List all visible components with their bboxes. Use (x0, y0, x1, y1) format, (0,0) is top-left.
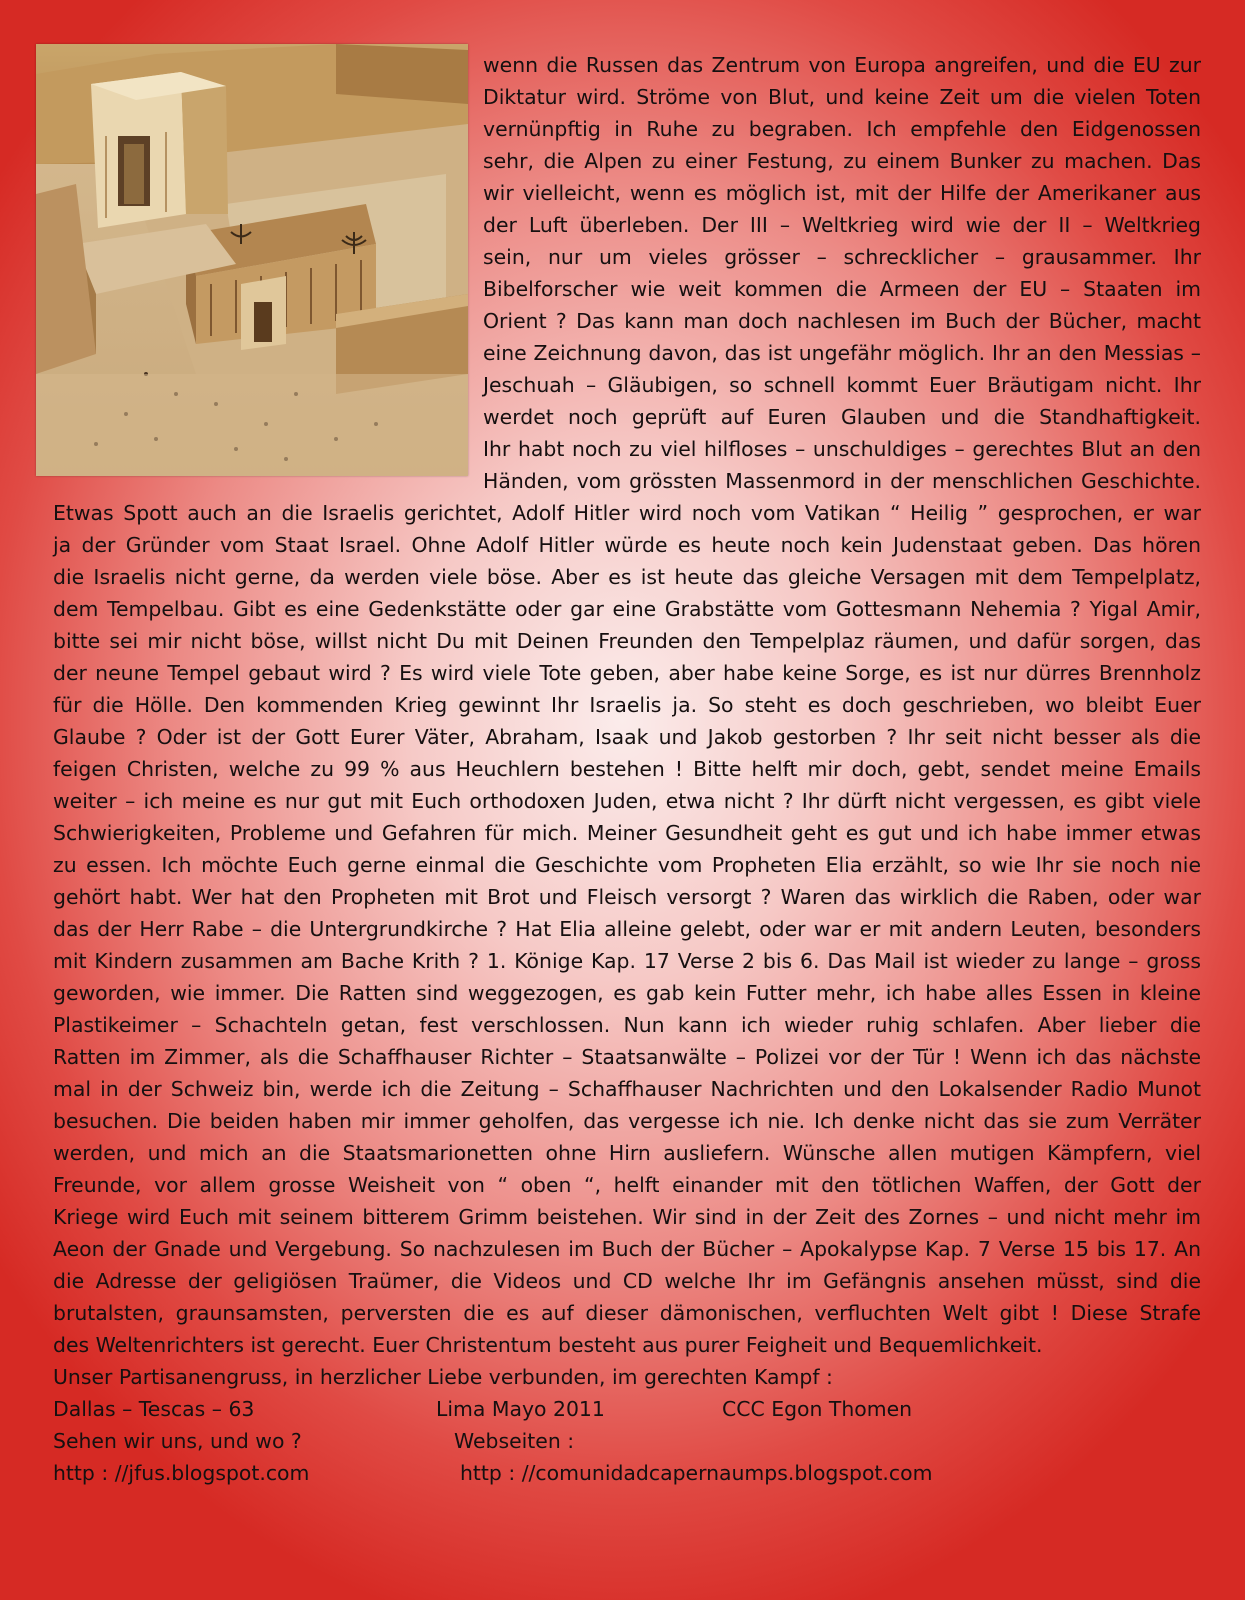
text-line: geworden, wie immer. Die Ratten sind weggezogen, es gab kein Futter mehr, ich habe alles Essen in kleine (53, 981, 1201, 1005)
text-line: dem Tempelbau. Gibt es eine Gedenkstätte oder gar eine Grabstätte vom Gottesmann Nehemia ? Yigal Amir, (53, 597, 1201, 621)
place-date: Lima Mayo 2011 (436, 1397, 605, 1421)
text-line: werdet noch geprüft auf Euren Glauben und die Standhaftigkeit. (483, 405, 1201, 429)
text-line: eine Zeichnung davon, das ist ungefähr möglich. Ihr an den Messias – (483, 341, 1201, 365)
text-line: wir vielleicht, wenn es möglich ist, mit der Hilfe der Amerikaner aus (483, 181, 1201, 205)
text-line: weiter – ich meine es nur gut mit Euch orthodoxen Juden, etwa nicht ? Ihr dürft nicht vergessen, es gibt viele (53, 789, 1201, 813)
text-line: Freunde, vor allem grosse Weisheit von “ oben “, helft einander mit den tötlichen Waffen, der Gott der (53, 1173, 1201, 1197)
text-line: sein, nur um vieles grösser – schrecklicher – grausammer. Ihr (483, 245, 1201, 269)
text-line: der neune Tempel gebaut wird ? Es wird viele Tote geben, aber habe keine Sorge, es ist nur dürres Brennholz (53, 661, 1201, 685)
text-line: ja der Gründer vom Staat Israel. Ohne Adolf Hitler würde es heute noch kein Judenstaat geben. Das hören (53, 533, 1201, 557)
text-line: Ratten im Zimmer, als die Schaffhauser Richter – Staatsanwälte – Polizei vor der Tür ! Wenn ich das nächste (53, 1045, 1201, 1069)
text-line: feigen Christen, welche zu 99 % aus Heuchlern bestehen ! Bitte helft mir doch, gebt, sendet meine Emails (53, 757, 1201, 781)
text-line: gehört habt. Wer hat den Propheten mit Brot und Fleisch versorgt ? Waren das wirklich die Raben, oder war (53, 885, 1201, 909)
url-link-left[interactable]: http : //jfus.blogspot.com (53, 1461, 310, 1485)
text-line: mit Kindern zusammen am Bache Krith ? 1. Könige Kap. 17 Verse 2 bis 6. Das Mail ist wieder zu lange – gross (53, 949, 1201, 973)
text-line: Händen, vom grössten Massenmord in der menschlichen Geschichte. (483, 469, 1201, 493)
text-line: vernünpftig in Ruhe zu begraben. Ich empfehle den Eidgenossen (483, 117, 1201, 141)
text-line: Glaube ? Oder ist der Gott Eurer Väter, Abraham, Isaak und Jakob gestorben ? Ihr seit nicht besser als die (53, 725, 1201, 749)
text-line: die Israelis nicht gerne, da werden viele böse. Aber es ist heute das gleiche Versagen mit dem Tempelplatz, (53, 565, 1201, 589)
text-line: mal in der Schweiz bin, werde ich die Zeitung – Schaffhauser Nachrichten und den Lokalsender Radio Munot (53, 1077, 1201, 1101)
closing-greeting: Unser Partisanengruss, in herzlicher Liebe verbunden, im gerechten Kampf : (53, 1365, 833, 1389)
text-line: die Adresse der geligiösen Traümer, die Videos und CD welche Ihr im Gefängnis ansehen müsst, sind die (53, 1269, 1201, 1293)
text-line: für die Hölle. Den kommenden Krieg gewinnt Ihr Israelis ja. So steht es doch geschrieben, wo bleibt Euer (53, 693, 1201, 717)
text-line: Ihr habt noch zu viel hilfloses – unschuldiges – gerechtes Blut an den (483, 437, 1201, 461)
text-line: besuchen. Die beiden haben mir immer geholfen, das vergesse ich nie. Ich denke nicht das sie zum Verräter (53, 1109, 1201, 1133)
text-line-last: des Weltenrichters ist gerecht. Euer Christentum besteht aus purer Feigheit und Bequemlichkeit. (53, 1333, 1043, 1357)
text-line: bitte sei mir nicht böse, willst nicht Du mit Deinen Freunden den Tempelplaz räumen, und dafür sorgen, das (53, 629, 1201, 653)
meeting-question: Sehen wir uns, und wo ? (53, 1429, 302, 1453)
text-line: Orient ? Das kann man doch nachlesen im Buch der Bücher, macht (483, 309, 1201, 333)
text-line: wenn die Russen das Zentrum von Europa angreifen, und die EU zur (483, 53, 1201, 77)
signature: CCC Egon Thomen (722, 1397, 913, 1421)
text-line: Schwierigkeiten, Probleme und Gefahren für mich. Meiner Gesundheit geht es gut und ich habe immer etwas (53, 821, 1201, 845)
text-line: Plastikeimer – Schachteln getan, fest verschlossen. Nun kann ich wieder ruhig schlafen. Aber lieber die (53, 1013, 1201, 1037)
text-line: Bibelforscher wie weit kommen die Armeen der EU – Staaten im (483, 277, 1201, 301)
temple-model-image (36, 44, 468, 476)
websites-label: Webseiten : (454, 1429, 575, 1453)
text-line: Kriege wird Euch mit seinem bitterem Grimm beistehen. Wir sind in der Zeit des Zornes – und nicht mehr im (53, 1205, 1201, 1229)
url-link-right[interactable]: http : //comunidadcapernaumps.blogspot.com (460, 1461, 933, 1485)
text-line: sehr, die Alpen zu einer Festung, zu einem Bunker zu machen. Das (483, 149, 1201, 173)
place-left: Dallas – Tescas – 63 (53, 1397, 255, 1421)
text-line: das der Herr Rabe – die Untergrundkirche ? Hat Elia alleine gelebt, oder war er mit andern Leuten, besonders (53, 917, 1201, 941)
text-line: der Luft überleben. Der III – Weltkrieg wird wie der II – Weltkrieg (483, 213, 1201, 237)
text-line: Diktatur wird. Ströme von Blut, und keine Zeit um die vielen Toten (483, 85, 1201, 109)
text-line: Aeon der Gnade und Vergebung. So nachzulesen im Buch der Bücher – Apokalypse Kap. 7 Verse 15 bis 17. An (53, 1237, 1201, 1261)
text-line: Jeschuah – Gläubigen, so schnell kommt Euer Bräutigam nicht. Ihr (483, 373, 1201, 397)
text-line: brutalsten, graunsamsten, perversten die es auf dieser dämonischen, verfluchten Welt gibt ! Diese Strafe (53, 1301, 1201, 1325)
text-line: zu essen. Ich möchte Euch gerne einmal die Geschichte vom Propheten Elia erzählt, so wie Ihr sie noch nie (53, 853, 1201, 877)
text-line: Etwas Spott auch an die Israelis gerichtet, Adolf Hitler wird noch vom Vatikan “ Heilig ” gesprochen, er war (53, 501, 1201, 525)
text-line: werden, und mich an die Staatsmarionetten ohne Hirn ausliefern. Wünsche allen mutigen Kämpfern, viel (53, 1141, 1201, 1165)
